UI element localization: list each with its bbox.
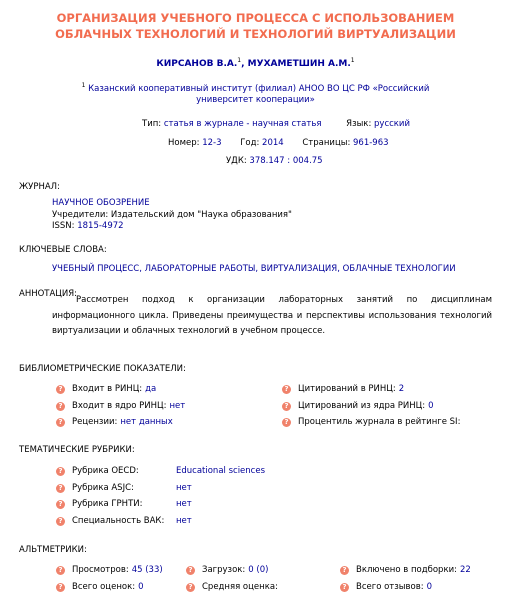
author-link-2[interactable]: МУХАМЕТШИН А.М. — [247, 59, 351, 69]
collections-value[interactable]: 22 — [459, 565, 471, 575]
pages-label: Страницы: — [302, 138, 351, 148]
asjc-value: нет — [176, 483, 192, 493]
number-value[interactable]: 12-3 — [202, 138, 222, 148]
type-label: Тип: — [142, 119, 162, 129]
vak-value: нет — [176, 516, 192, 526]
authors-line: КИРСАНОВ В.А.$^1$, МУХАМЕТШИН А.М.$^1$ — [156, 57, 355, 69]
rubric-asjc: ? Рубрика ASJC: нет — [56, 483, 192, 493]
journal-heading: ЖУРНАЛ: — [19, 182, 60, 192]
issn-value: 1815-4972 — [77, 221, 124, 231]
meta-type-row — [142, 119, 410, 129]
question-icon[interactable]: ? — [56, 583, 65, 592]
question-icon[interactable]: ? — [56, 385, 65, 394]
alt-avg-rating: ? Средняя оценка: — [186, 582, 281, 592]
question-icon[interactable]: ? — [186, 566, 195, 575]
question-icon[interactable]: ? — [282, 385, 291, 394]
question-icon[interactable]: ? — [340, 583, 349, 592]
question-icon[interactable]: ? — [56, 418, 65, 427]
annotation-text: Рассмотрен подход к организации лабораторных занятий по дисциплинам информационного цикла. Приведены преимущества и перспективы использования технологий виртуализации и облачных технологий в учебном процессе. — [52, 295, 492, 336]
metric-citations: ? Цитирований в РИНЦ: 2 — [282, 384, 404, 394]
question-icon[interactable]: ? — [56, 402, 65, 411]
question-icon[interactable]: ? — [282, 418, 291, 427]
question-icon[interactable]: ? — [56, 517, 65, 526]
udk-label: УДК: — [226, 156, 247, 166]
pages-value: 961-963 — [353, 138, 389, 148]
keywords-heading: КЛЮЧЕВЫЕ СЛОВА: — [19, 245, 107, 255]
rubric-vak: ? Специальность ВАК: нет — [56, 516, 192, 526]
year-label: Год: — [240, 138, 260, 148]
question-icon[interactable]: ? — [282, 402, 291, 411]
journal-block — [52, 198, 292, 233]
journal-founders: Учредители: Издательский дом "Наука образования" — [52, 209, 292, 220]
question-icon[interactable]: ? — [56, 484, 65, 493]
metric-rinc-core: ? Входит в ядро РИНЦ: нет — [56, 401, 185, 411]
question-icon[interactable]: ? — [186, 583, 195, 592]
question-icon[interactable]: ? — [56, 467, 65, 476]
affiliation-link[interactable]: Казанский кооперативный институт (филиал) АНОО ВО ЦС РФ «Российский университет кооперации» — [88, 83, 430, 105]
journal-issn — [52, 221, 292, 233]
reviews-value: нет данных — [120, 417, 173, 427]
views-value[interactable]: 45 (33) — [131, 565, 163, 575]
question-icon[interactable]: ? — [56, 500, 65, 509]
bibliometrics-heading: БИБЛИОМЕТРИЧЕСКИЕ ПОКАЗАТЕЛИ: — [19, 364, 186, 374]
lang-value[interactable]: русский — [374, 119, 410, 129]
author-1-sup: 1 — [237, 57, 242, 64]
downloads-value[interactable]: 0 (0) — [248, 565, 269, 575]
ratings-value: 0 — [138, 582, 144, 592]
rubrics-heading: ТЕМАТИЧЕСКИЕ РУБРИКИ: — [19, 445, 135, 455]
author-link-1[interactable]: КИРСАНОВ В.А. — [156, 59, 238, 69]
author-2-sup: 1 — [350, 57, 355, 64]
alt-ratings: ? Всего оценок: 0 — [56, 582, 144, 592]
metric-rinc: ? Входит в РИНЦ: да — [56, 384, 156, 394]
udk-value: 378.147 : 004.75 — [249, 156, 323, 166]
metric-reviews: ? Рецензии: нет данных — [56, 417, 173, 427]
citations-core-value: 0 — [428, 401, 434, 411]
keywords-link[interactable]: УЧЕБНЫЙ ПРОЦЕСС, ЛАБОРАТОРНЫЕ РАБОТЫ, ВИРТУАЛИЗАЦИЯ, ОБЛАЧНЫЕ ТЕХНОЛОГИИ — [52, 264, 456, 274]
reviews-total-value: 0 — [426, 582, 432, 592]
issn-label: ISSN: — [52, 221, 75, 231]
annotation-heading: АННОТАЦИЯ: — [19, 289, 78, 299]
journal-name-link[interactable]: НАУЧНОЕ ОБОЗРЕНИЕ — [52, 198, 150, 208]
meta-number-row — [168, 138, 389, 148]
metric-percentile: ? Процентиль журнала в рейтинге SI: — [282, 417, 463, 427]
citations-value[interactable]: 2 — [398, 384, 405, 394]
lang-label: Язык: — [346, 119, 372, 129]
altmetrics-heading: АЛЬТМЕТРИКИ: — [19, 545, 87, 555]
meta-udk-row — [226, 156, 323, 166]
grnti-value: нет — [176, 499, 192, 509]
metric-citations-core: ? Цитирований из ядра РИНЦ: 0 — [282, 401, 434, 411]
rubric-grnti: ? Рубрика ГРНТИ: нет — [56, 499, 192, 509]
question-icon[interactable]: ? — [340, 566, 349, 575]
affiliation-sup: 1 — [81, 82, 86, 89]
type-value[interactable]: статья в журнале - научная статья — [163, 119, 322, 129]
year-value: 2014 — [262, 138, 284, 148]
number-label: Номер: — [168, 138, 200, 148]
question-icon[interactable]: ? — [56, 566, 65, 575]
alt-downloads: ? Загрузок: 0 (0) — [186, 565, 268, 575]
rinc-core-value: нет — [169, 401, 186, 411]
article-title: ОРГАНИЗАЦИЯ УЧЕБНОГО ПРОЦЕССА С ИСПОЛЬЗОВАНИЕМ ОБЛАЧНЫХ ТЕХНОЛОГИЙ И ТЕХНОЛОГИЙ ВИРТУАЛИЗАЦИИ — [55, 11, 456, 41]
alt-reviews: ? Всего отзывов: 0 — [340, 582, 432, 592]
alt-views: ? Просмотров: 45 (33) — [56, 565, 163, 575]
alt-collections: ? Включено в подборки: 22 — [340, 565, 471, 575]
rinc-value[interactable]: да — [145, 384, 157, 394]
affiliation — [70, 80, 441, 106]
rubric-oecd: ? Рубрика OECD: Educational sciences — [56, 466, 265, 476]
keywords-block — [52, 264, 456, 276]
oecd-value[interactable]: Educational sciences — [176, 466, 266, 476]
